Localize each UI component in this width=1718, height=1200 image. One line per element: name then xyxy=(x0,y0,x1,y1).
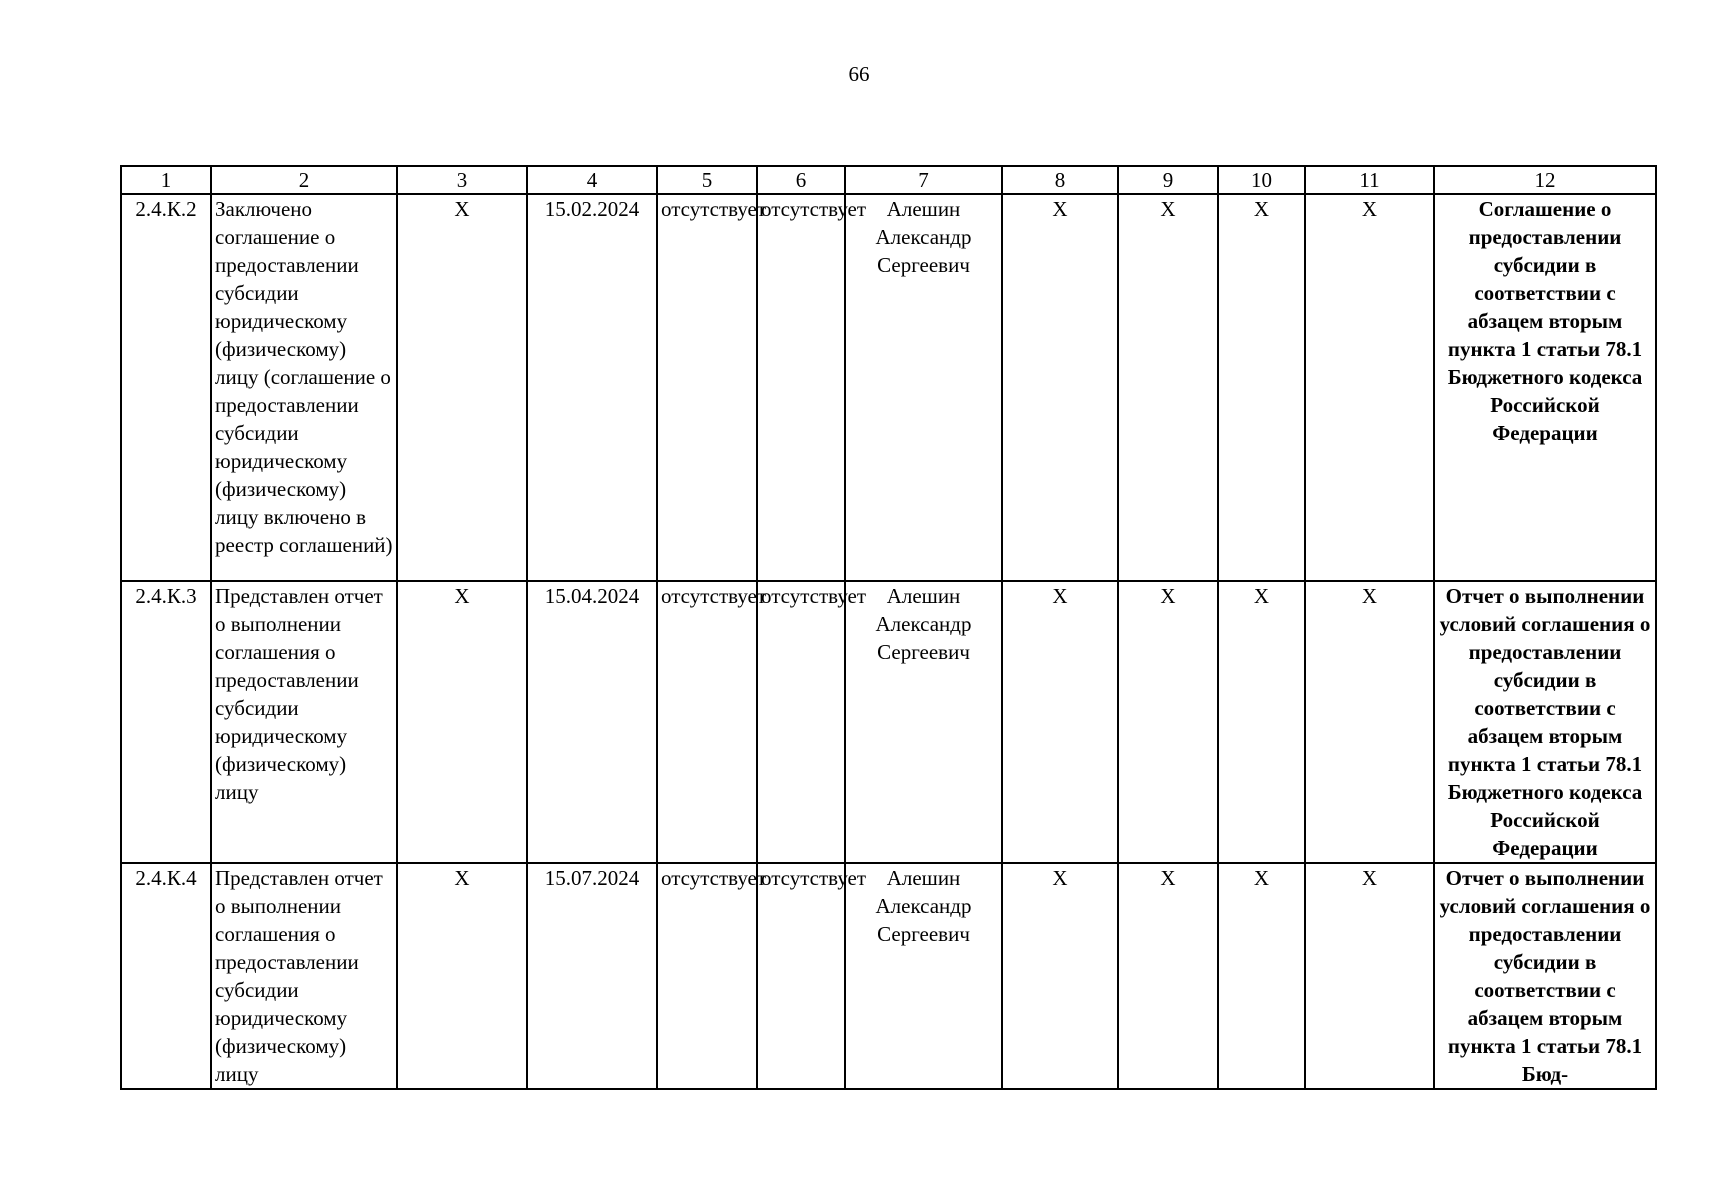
row-date: 15.07.2024 xyxy=(527,863,657,1089)
cell-col6: отсутствует xyxy=(757,863,845,1089)
cell-col10: X xyxy=(1218,863,1305,1089)
header-cell-7: 7 xyxy=(845,166,1002,194)
header-cell-3: 3 xyxy=(397,166,527,194)
cell-col5: отсутствует xyxy=(657,581,757,863)
cell-col10: X xyxy=(1218,194,1305,581)
header-cell-11: 11 xyxy=(1305,166,1434,194)
cell-col10: X xyxy=(1218,581,1305,863)
header-cell-8: 8 xyxy=(1002,166,1118,194)
row-note: Соглашение о предоставлении субсидии в соответствии с абзацем вторым пункта 1 статьи 78.1 Бюджетного кодекса Российской Федерации xyxy=(1434,194,1656,581)
table-row xyxy=(121,581,1656,863)
page-number: 66 xyxy=(848,62,870,86)
row-date: 15.04.2024 xyxy=(527,581,657,863)
row-code: 2.4.К.4 xyxy=(121,863,211,1089)
row-description: Представлен отчет о выполнении соглашения о предоставлении субсидии юридическому (физическому) лицу xyxy=(211,581,397,863)
header-cell-6: 6 xyxy=(757,166,845,194)
row-description: Представлен отчет о выполнении соглашения о предоставлении субсидии юридическому (физическому) лицу xyxy=(211,863,397,1089)
cell-col6: отсутствует xyxy=(757,581,845,863)
table-row xyxy=(121,863,1656,1089)
table-row xyxy=(121,194,1656,581)
row-date: 15.02.2024 xyxy=(527,194,657,581)
header-cell-5: 5 xyxy=(657,166,757,194)
header-row xyxy=(121,166,1656,194)
header-cell-10: 10 xyxy=(1218,166,1305,194)
header-cell-12: 12 xyxy=(1434,166,1656,194)
cell-col9: X xyxy=(1118,581,1218,863)
header-cell-1: 1 xyxy=(121,166,211,194)
cell-col11: X xyxy=(1305,581,1434,863)
cell-col5: отсутствует xyxy=(657,194,757,581)
cell-col3: X xyxy=(397,581,527,863)
header-cell-9: 9 xyxy=(1118,166,1218,194)
cell-col11: X xyxy=(1305,194,1434,581)
cell-col9: X xyxy=(1118,194,1218,581)
cell-col8: X xyxy=(1002,863,1118,1089)
responsible-person: Алешин Александр Сергеевич xyxy=(845,863,1002,1089)
row-code: 2.4.К.2 xyxy=(121,194,211,581)
control-points-table xyxy=(120,165,1657,1090)
header-cell-4: 4 xyxy=(527,166,657,194)
row-code: 2.4.К.3 xyxy=(121,581,211,863)
cell-col3: X xyxy=(397,194,527,581)
responsible-person: Алешин Александр Сергеевич xyxy=(845,194,1002,581)
cell-col3: X xyxy=(397,863,527,1089)
cell-col11: X xyxy=(1305,863,1434,1089)
row-note: Отчет о выполнении условий соглашения о предоставлении субсидии в соответствии с абзацем вторым пункта 1 статьи 78.1 Бюд- xyxy=(1434,863,1656,1089)
row-note: Отчет о выполнении условий соглашения о предоставлении субсидии в соответствии с абзацем вторым пункта 1 статьи 78.1 Бюджетного кодекса Российской Федерации xyxy=(1434,581,1656,863)
cell-col6: отсутствует xyxy=(757,194,845,581)
cell-col9: X xyxy=(1118,863,1218,1089)
cell-col8: X xyxy=(1002,581,1118,863)
row-description: Заключено соглашение о предоставлении субсидии юридическому (физическому) лицу (соглашение о предоставлении субсидии юридическому (физическому) лицу включено в реестр соглашений) xyxy=(211,194,397,581)
responsible-person: Алешин Александр Сергеевич xyxy=(845,581,1002,863)
header-cell-2: 2 xyxy=(211,166,397,194)
cell-col8: X xyxy=(1002,194,1118,581)
cell-col5: отсутствует xyxy=(657,863,757,1089)
